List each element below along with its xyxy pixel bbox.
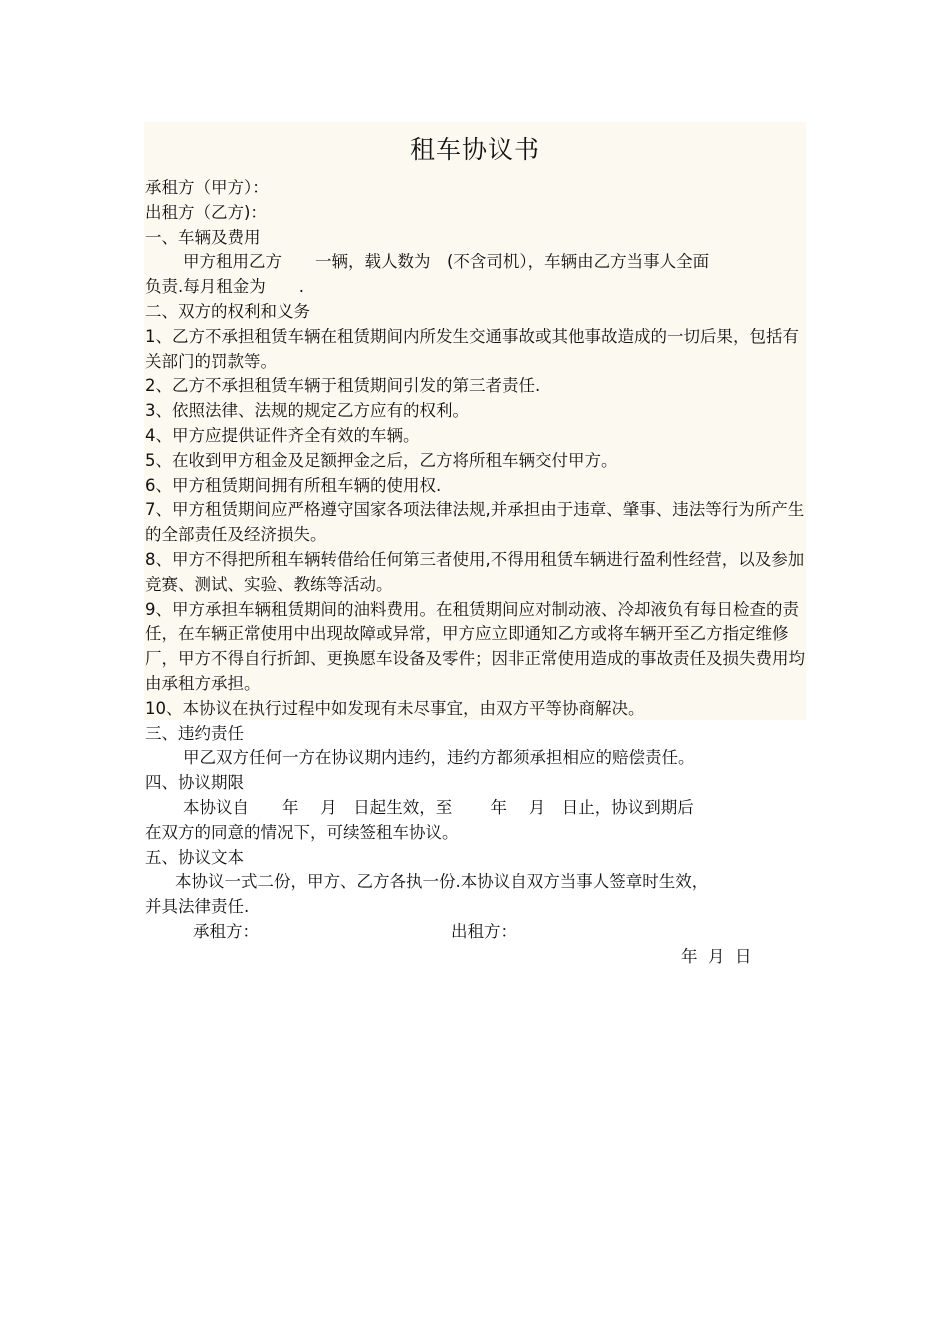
lessor-signature-label: 出租方： bbox=[451, 921, 517, 941]
clause-5: 5、在收到甲方租金及足额押金之后，乙方将所租车辆交付甲方。 bbox=[145, 450, 618, 470]
clause-9: 9、甲方承担车辆租赁期间的油料费用。在租赁期间应对制动液、冷却液负有每日检查的责任，在车辆正常使用中出现故障或异常，甲方应立即通知乙方或将车辆开至乙方指定维修厂，甲方不得自行折卸、更换愿车设备及零件；因非正常使用造成的事故责任及损失费用均由承租方承担。 bbox=[145, 599, 805, 693]
signing-date: 年 月 日 bbox=[681, 946, 752, 966]
document-title: 租车协议书 bbox=[409, 135, 540, 164]
section-5-body-line-1: 本协议一式二份，甲方、乙方各执一份.本协议自双方当事人签章时生效， bbox=[175, 872, 709, 892]
clause-10: 10、本协议在执行过程中如发现有未尽事宜，由双方平等协商解决。 bbox=[145, 698, 645, 718]
clause-3: 3、依照法律、法规的规定乙方应有的权利。 bbox=[145, 401, 469, 421]
clause-6: 6、甲方租赁期间拥有所租车辆的使用权. bbox=[145, 475, 442, 495]
lessor-line: 出租方（乙方)： bbox=[145, 202, 267, 222]
lessee-line: 承租方（甲方）： bbox=[145, 178, 269, 197]
section-3-body: 甲乙双方任何一方在协议期内违约，违约方都须承担相应的赔偿责任。 bbox=[183, 748, 695, 768]
section-5-body-line-2: 并具法律责任. bbox=[145, 897, 250, 917]
section-5-heading: 五、协议文本 bbox=[145, 847, 244, 867]
section-4-body-line-2: 在双方的同意的情况下，可续签租车协议。 bbox=[145, 822, 459, 842]
section-4-body-line-1: 本协议自 年 月 日起生效，至 年 月 日止，协议到期后 bbox=[183, 797, 694, 817]
signature-row bbox=[145, 920, 805, 945]
lessee-signature-label: 承租方： bbox=[193, 921, 259, 941]
section-4-heading: 四、协议期限 bbox=[145, 773, 244, 793]
section-1-heading: 一、车辆及费用 bbox=[145, 227, 261, 247]
section-1-body-line-2: 负责.每月租金为 . bbox=[145, 277, 304, 297]
clause-1: 1、乙方不承担租赁车辆在租赁期间内所发生交通事故或其他事故造成的一切后果，包括有关部门的罚款等。 bbox=[145, 326, 799, 371]
clause-2: 2、乙方不承担租赁车辆于租赁期间引发的第三者责任. bbox=[145, 376, 541, 396]
rental-agreement-document bbox=[145, 130, 805, 970]
section-1-body-line-1: 甲方租用乙方 一辆，载人数为 (不含司机），车辆由乙方当事人全面 bbox=[183, 252, 710, 272]
clause-8: 8、甲方不得把所租车辆转借给任何第三者使用,不得用租赁车辆进行盈利性经营，以及参加竞赛、测试、实验、教练等活动。 bbox=[145, 549, 805, 594]
section-2-heading: 二、双方的权利和义务 bbox=[145, 301, 310, 321]
date-row bbox=[145, 945, 805, 970]
section-3-heading: 三、违约责任 bbox=[145, 723, 244, 743]
clause-7: 7、甲方租赁期间应严格遵守国家各项法律法规,并承担由于违章、肇事、违法等行为所产生的全部责任及经济损失。 bbox=[145, 500, 805, 545]
clause-4: 4、甲方应提供证件齐全有效的车辆。 bbox=[145, 425, 420, 445]
